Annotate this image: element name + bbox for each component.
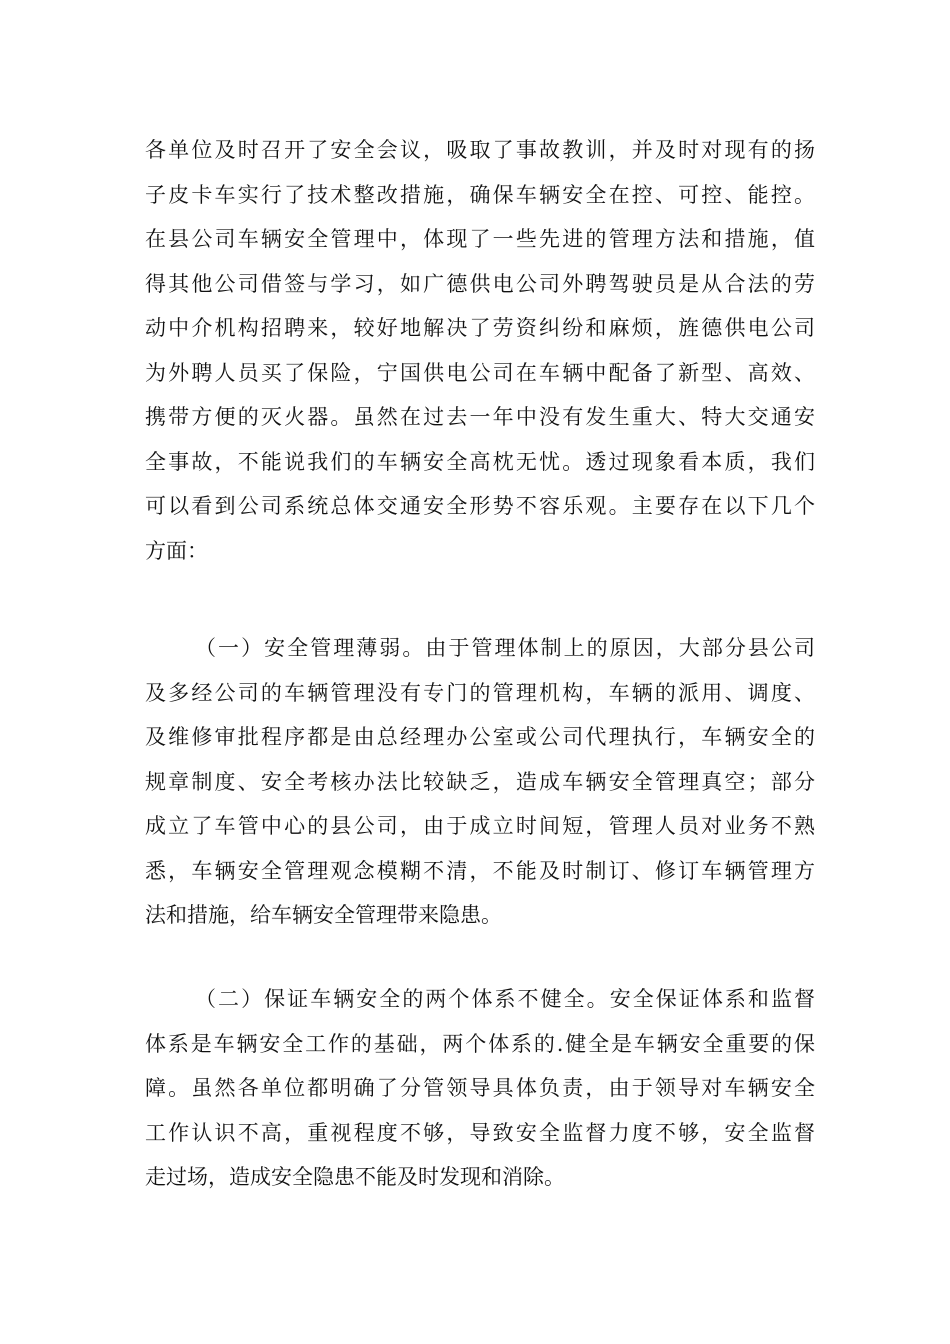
paragraph-line: 为外聘人员买了保险，宁国供电公司在车辆中配备了新型、高效、 [145, 360, 815, 385]
paragraph-section-one [145, 626, 815, 938]
paragraph-line: 在县公司车辆安全管理中，体现了一些先进的管理方法和措施，值 [145, 227, 815, 251]
paragraph-section-two [145, 977, 815, 1200]
paragraph-line: 携带方便的灭火器。虽然在过去一年中没有发生重大、特大交通安 [145, 405, 815, 429]
paragraph-line: 成立了车管中心的县公司，由于成立时间短，管理人员对业务不熟 [145, 814, 815, 838]
paragraph-line: 法和措施，给车辆安全管理带来隐患。 [145, 903, 502, 927]
paragraph-line: 及多经公司的车辆管理没有专门的管理机构，车辆的派用、调度、 [145, 680, 815, 705]
section-heading-line: （一）安全管理薄弱。由于管理体制上的原因，大部分县公司 [195, 636, 815, 660]
paragraph-line: 各单位及时召开了安全会议，吸取了事故教训，并及时对现有的扬 [145, 138, 815, 162]
paragraph-line: 工作认识不高，重视程度不够，导致安全监督力度不够，安全监督 [145, 1120, 815, 1145]
paragraph-line: 方面： [145, 538, 208, 563]
section-heading-line: （二）保证车辆安全的两个体系不健全。安全保证体系和监督 [195, 987, 815, 1011]
paragraph-line: 障。虽然各单位都明确了分管领导具体负责，由于领导对车辆安全 [145, 1076, 815, 1100]
paragraph-line: 及维修审批程序都是由总经理办公室或公司代理执行，车辆安全的 [145, 725, 815, 749]
paragraph-line: 规章制度、安全考核办法比较缺乏，造成车辆安全管理真空；部分 [145, 769, 815, 794]
paragraph-intro [145, 128, 815, 573]
paragraph-line: 体系是车辆安全工作的基础，两个体系的.健全是车辆安全重要的保 [145, 1031, 815, 1056]
paragraph-line: 动中介机构招聘来，较好地解决了劳资纠纷和麻烦，旌德供电公司 [145, 316, 815, 340]
paragraph-line: 悉，车辆安全管理观念模糊不清，不能及时制订、修订车辆管理方 [145, 858, 815, 883]
paragraph-line: 可以看到公司系统总体交通安全形势不容乐观。主要存在以下几个 [145, 494, 815, 518]
paragraph-line: 得其他公司借签与学习，如广德供电公司外聘驾驶员是从合法的劳 [145, 271, 815, 296]
paragraph-line: 子皮卡车实行了技术整改措施，确保车辆安全在控、可控、能控。 [145, 182, 815, 207]
paragraph-line: 走过场，造成安全隐患不能及时发现和消除。 [145, 1165, 565, 1189]
paragraph-line: 全事故，不能说我们的车辆安全高枕无忧。透过现象看本质，我们 [145, 449, 815, 474]
